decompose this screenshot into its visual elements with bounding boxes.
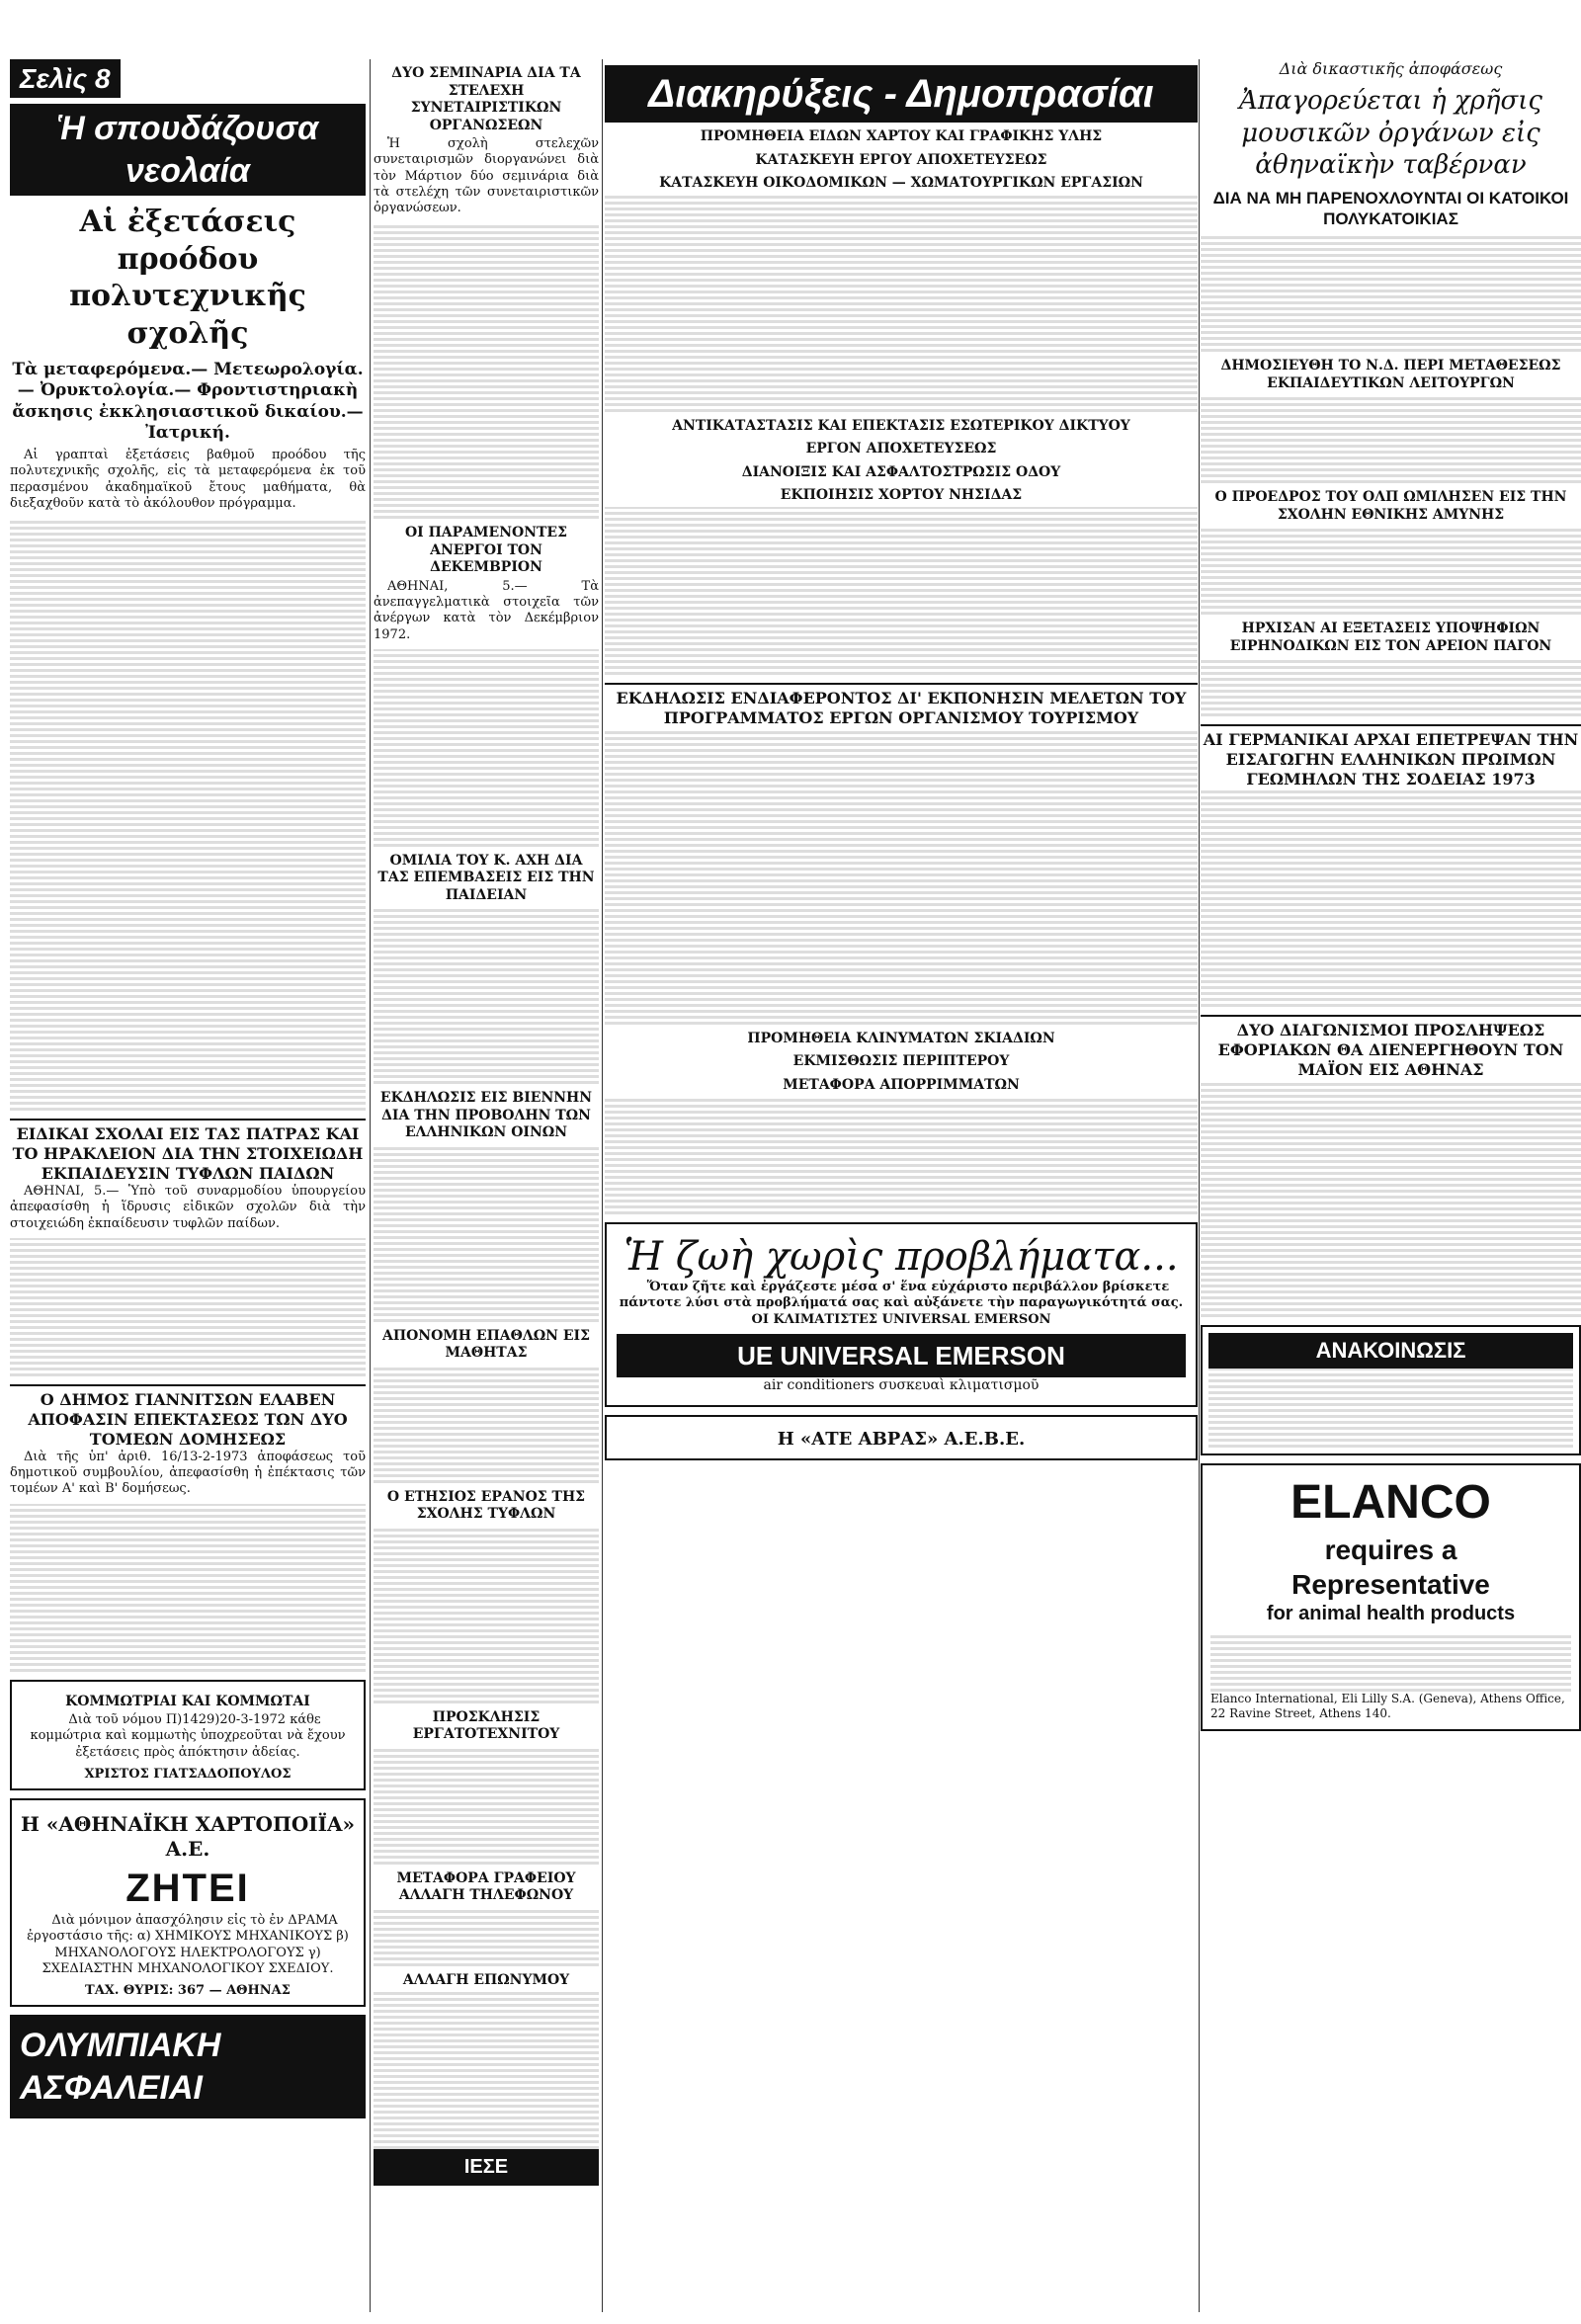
column-3 [605, 59, 1198, 2312]
elanco-representative: Representative [1291, 1568, 1490, 1600]
tax-exams-headline: ΔΥΟ ΔΙΑΓΩΝΙΣΜΟΙ ΠΡΟΣΛΗΨΕΩΣ ΕΦΟΡΙΑΚΩΝ ΘΑ ΔΙΕΝΕΡΓΗΘΟΥΝ ΤΟΝ ΜΑΪΟΝ ΕΙΣ ΑΘΗΝΑΣ [1201, 1015, 1581, 1080]
tender-item: ΚΑΤΑΣΚΕΥΗ ΟΙΚΟΔΟΜΙΚΩΝ — ΧΩΜΑΤΟΥΡΓΙΚΩΝ ΕΡΓΑΣΙΩΝ [659, 175, 1143, 191]
hairdressers-box [10, 1680, 366, 1791]
article-text-block [10, 1504, 366, 1672]
hairdressers-body: Διὰ τοῦ νόμου Π)1429)20-3-1972 κάθε κομμώτρια καὶ κομμωτὴς ὑποχρεοῦται νὰ ἔχουν ἐξετάσεις πρὸς ἀπόκτησιν ἀδείας. [30, 1712, 346, 1760]
article-text-block [605, 1096, 1198, 1214]
tourism-headline: ΕΚΔΗΛΩΣΙΣ ΕΝΔΙΑΦΕΡΟΝΤΟΣ ΔΙ' ΕΚΠΟΝΗΣΙΝ ΜΕΛΕΤΩΝ ΤΟΥ ΠΡΟΓΡΑΜΜΑΤΟΣ ΕΡΓΩΝ ΟΡΓΑΝΙΣΜΟΥ ΤΟΥΡΙΣΜΟΥ [605, 683, 1198, 728]
tender-item: ΠΡΟΜΗΘΕΙΑ ΚΛΙΝΥΜΑΤΩΝ ΣΚΙΑΔΙΩΝ [747, 1030, 1055, 1046]
article-text-block [1201, 394, 1581, 483]
article-body: Αἱ γραπταὶ ἐξετάσεις βαθμοῦ προόδου τῆς πολυτεχνικῆς σχολῆς, εἰς τὰ μεταφερόμενα ἐκ τοῦ περασμένου ἀκαδημαϊκοῦ ἔτους μαθήματα, θὰ διεξαχθοῦν κατὰ τὸ ἀκόλουθον πρόγραμμα. [10, 448, 366, 511]
emerson-ad-tagline: air conditioners συσκευαὶ κλιματισμοῦ [763, 1377, 1040, 1394]
elanco-requires: requires a [1324, 1534, 1457, 1565]
article-text-block [374, 222, 599, 519]
page-number-kicker: Σελὶς 8 [10, 59, 121, 98]
judges-exams-headline: ΗΡΧΙΣΑΝ ΑΙ ΕΞΕΤΑΣΕΙΣ ΥΠΟΨΗΦΙΩΝ ΕΙΡΗΝΟΔΙΚΩΝ ΕΙΣ ΤΟΝ ΑΡΕΙΟΝ ΠΑΓΟΝ [1229, 621, 1552, 654]
paper-mill-address: ΤΑΧ. ΘΥΡΙΣ: 367 — ΑΘΗΝΑΣ [85, 1983, 291, 1998]
article-text-block [1210, 1632, 1571, 1692]
office-move-headline: ΜΕΤΑΦΟΡΑ ΓΡΑΦΕΙΟΥ ΑΛΛΑΓΗ ΤΗΛΕΦΩΝΟΥ [396, 1869, 576, 1904]
article-text-block [374, 1907, 599, 1966]
article-text-block [374, 1746, 599, 1865]
giannitsa-body: Διὰ τῆς ὑπ' ἀριθ. 16/13-2-1973 ἀποφάσεως τοῦ δημοτικοῦ συμβουλίου, ἀπεφασίσθη ἡ ἐπέκτασις τῶν τομέων Α' καὶ Β' δομήσεως. [10, 1449, 366, 1497]
tender-item: ΠΡΟΜΗΘΕΙΑ ΕΙΔΩΝ ΧΑΡΤΟΥ ΚΑΙ ΓΡΑΦΙΚΗΣ ΥΛΗΣ [700, 128, 1103, 144]
tenders-banner: Διακηρύξεις - Δημοπρασίαι [605, 65, 1198, 123]
speech-headline: ΟΜΙΛΙΑ ΤΟΥ Κ. ΑΧΗ ΔΙΑ ΤΑΣ ΕΠΕΜΒΑΣΕΙΣ ΕΙΣ ΤΗΝ ΠΑΙΔΕΙΑΝ [377, 852, 595, 903]
article-text-block [605, 507, 1198, 675]
elanco-for: for animal health products [1266, 1602, 1516, 1624]
article-text-block [605, 728, 1198, 1025]
court-headline: Ἀπαγορεύεται ἡ χρῆσις μουσικῶν ὀργάνων εἰς ἀθηναϊκὴν ταβέρναν [1239, 86, 1542, 180]
hairdressers-headline: ΚΟΜΜΩΤΡΙΑΙ ΚΑΙ ΚΟΜΜΩΤΑΙ [65, 1693, 310, 1709]
olympiaki-ad: ΟΛΥΜΠΙΑΚΗ ΑΣΦΑΛΕΙΑΙ [10, 2015, 366, 2118]
article-text-block [374, 1144, 599, 1322]
column-2 [374, 59, 599, 2312]
elanco-ad [1201, 1463, 1581, 1731]
ate-avras-headline: Η «ΑΤΕ ΑΒΡΑΣ» Α.Ε.Β.Ε. [777, 1428, 1026, 1450]
emerson-ad [605, 1222, 1198, 1407]
tender-item: ΕΡΓΟΝ ΑΠΟΧΕΤΕΥΣΕΩΣ [805, 441, 997, 456]
article-text-block [374, 1365, 599, 1483]
article-text-block [1201, 233, 1581, 352]
vienna-headline: ΕΚΔΗΛΩΣΙΣ ΕΙΣ ΒΙΕΝΝΗΝ ΔΙΑ ΤΗΝ ΠΡΟΒΟΛΗΝ ΤΩΝ ΕΛΛΗΝΙΚΩΝ ΟΙΝΩΝ [379, 1090, 593, 1141]
teachers-transfer-headline: ΔΗΜΟΣΙΕΥΘΗ ΤΟ Ν.Δ. ΠΕΡΙ ΜΕΤΑΘΕΣΕΩΣ ΕΚΠΑΙΔΕΥΤΙΚΩΝ ΛΕΙΤΟΥΡΓΩΝ [1220, 358, 1561, 391]
article-text-block [374, 649, 599, 847]
tender-item: ΑΝΤΙΚΑΤΑΣΤΑΣΙΣ ΚΑΙ ΕΠΕΚΤΑΣΙΣ ΕΣΩΤΕΡΙΚΟΥ ΔΙΚΤΥΟΥ [672, 417, 1130, 434]
column-4 [1201, 59, 1581, 2312]
article-text-block [374, 1526, 599, 1703]
iese-ad: ΙΕΣΕ [374, 2149, 599, 2186]
blind-schools-headline: ΕΙΔΙΚΑΙ ΣΧΟΛΑΙ ΕΙΣ ΤΑΣ ΠΑΤΡΑΣ ΚΑΙ ΤΟ ΗΡΑΚΛΕΙΟΝ ΔΙΑ ΤΗΝ ΣΤΟΙΧΕΙΩΔΗ ΕΚΠΑΙΔΕΥΣΙΝ ΤΥΦΛΩΝ ΠΑΙΔΩΝ [10, 1119, 366, 1184]
paper-mill-seeks: ΖΗΤΕΙ [125, 1867, 250, 1910]
olp-headline: Ο ΠΡΟΕΔΡΟΣ ΤΟΥ ΟΛΠ ΩΜΙΛΗΣΕΝ ΕΙΣ ΤΗΝ ΣΧΟΛΗΝ ΕΘΝΙΚΗΣ ΑΜΥΝΗΣ [1214, 489, 1567, 523]
article-text-block [10, 1238, 366, 1376]
tender-item: ΚΑΤΑΣΚΕΥΗ ΕΡΓΟΥ ΑΠΟΧΕΤΕΥΣΕΩΣ [755, 151, 1047, 168]
fundraiser-headline: Ο ΕΤΗΣΙΟΣ ΕΡΑΝΟΣ ΤΗΣ ΣΧΟΛΗΣ ΤΥΦΛΩΝ [386, 1488, 586, 1523]
paper-mill-headline: Η «ΑΘΗΝΑΪΚΗ ΧΑΡΤΟΠΟΙΪΑ» Α.Ε. [20, 1812, 355, 1861]
paper-mill-body: Διὰ μόνιμον ἀπασχόλησιν εἰς τὸ ἐν ΔΡΑΜΑ ἐργοστάσιο τῆς: α) ΧΗΜΙΚΟΥΣ ΜΗΧΑΝΙΚΟΥΣ β) ΜΗΧΑΝΟΛΟΓΟΥΣ ΗΛΕΚΤΡΟΛΟΓΟΥΣ γ) ΣΧΕΔΙΑΣΤΗΝ ΜΗΧΑΝΟΛΟΓΙΚΟΥ ΣΧΕΔΙΟΥ. [27, 1913, 349, 1976]
emerson-ad-title: Ἡ ζωὴ χωρὶς προβλήματα... [624, 1234, 1179, 1280]
seminars-body: Ἡ σχολὴ στελεχῶν συνεταιρισμῶν διοργανώνει διὰ τὸν Μάρτιον δύο σεμινάρια διὰ τὰ στελέχη τῶν συνεταιριστικῶν ὀργανώσεων. [374, 136, 599, 215]
article-text-block [605, 195, 1198, 412]
article-text-block [374, 1991, 599, 2149]
court-kicker: Διὰ δικαστικῆς ἀποφάσεως [1279, 59, 1503, 78]
column-1 [10, 59, 366, 2312]
tender-item: ΕΚΠΟΙΗΣΙΣ ΧΟΡΤΟΥ ΝΗΣΙΔΑΣ [780, 487, 1023, 503]
main-subhead: Τὰ μεταφερόμενα.— Μετεωρολογία.— Ὀρυκτολογία.— Φροντιστηριακὴ ἄσκησις ἐκκλησιαστικοῦ δικαίου.— Ἰατρική. [12, 360, 364, 443]
unemployed-headline: ΟΙ ΠΑΡΑΜΕΝΟΝΤΕΣ ΑΝΕΡΓΟΙ ΤΟΝ ΔΕΚΕΜΒΡΙΟΝ [404, 525, 568, 576]
article-text-block [374, 906, 599, 1084]
announcement-headline: ΑΝΑΚΟΙΝΩΣΙΣ [1208, 1333, 1573, 1369]
seminars-headline: ΔΥΟ ΣΕΜΙΝΑΡΙΑ ΔΙΑ ΤΑ ΣΤΕΛΕΧΗ ΣΥΝΕΤΑΙΡΙΣΤΙΚΩΝ ΟΡΓΑΝΩΣΕΩΝ [391, 65, 581, 133]
main-headline: Αἱ ἐξετάσεις προόδου πολυτεχνικῆς σχολῆς [69, 205, 306, 351]
article-text-block [1201, 526, 1581, 615]
court-subhead: ΔΙΑ ΝΑ ΜΗ ΠΑΡΕΝΟΧΛΟΥΝΤΑΙ ΟΙ ΚΑΤΟΙΚΟΙ ΠΟΛΥΚΑΤΟΙΚΙΑΣ [1212, 188, 1569, 228]
elanco-address: Elanco International, Eli Lilly S.A. (Geneva), Athens Office, 22 Ravine Street, Athens 140. [1210, 1691, 1565, 1720]
giannitsa-headline: Ο ΔΗΜΟΣ ΓΙΑΝΝΙΤΣΩΝ ΕΛΑΒΕΝ ΑΠΟΦΑΣΙΝ ΕΠΕΚΤΑΣΕΩΣ ΤΩΝ ΔΥΟ ΤΟΜΕΩΝ ΔΟΜΗΣΕΩΣ [10, 1384, 366, 1450]
paper-mill-ad [10, 1798, 366, 2007]
emerson-ad-brand: UE UNIVERSAL EMERSON [617, 1334, 1186, 1378]
announcement-box [1201, 1325, 1581, 1455]
name-change-headline: ΑΛΛΑΓΗ ΕΠΩΝΥΜΟΥ [402, 1971, 570, 1988]
awards-headline: ΑΠΟΝΟΜΗ ΕΠΑΘΛΩΝ ΕΙΣ ΜΑΘΗΤΑΣ [382, 1327, 590, 1362]
tender-item: ΜΕΤΑΦΟΡΑ ΑΠΟΡΡΙΜΜΑΤΩΝ [783, 1076, 1020, 1093]
blind-schools-body: ΑΘΗΝΑΙ, 5.— Ὑπὸ τοῦ συναρμοδίου ὑπουργείου ἀπεφασίσθη ἡ ἵδρυσις εἰδικῶν σχολῶν διὰ τὴν στοιχειώδη ἐκπαίδευσιν τυφλῶν παίδων. [10, 1184, 366, 1231]
elanco-logo: ELANCO [1290, 1475, 1491, 1529]
unemployed-body: ΑΘΗΝΑΙ, 5.— Τὰ ἀνεπαγγελματικὰ στοιχεῖα τῶν ἀνέργων κατὰ τὸν Δεκέμβριον 1972. [374, 578, 599, 642]
ate-avras-ad [605, 1415, 1198, 1461]
german-potatoes-headline: ΑΙ ΓΕΡΜΑΝΙΚΑΙ ΑΡΧΑΙ ΕΠΕΤΡΕΨΑΝ ΤΗΝ ΕΙΣΑΓΩΓΗΝ ΕΛΛΗΝΙΚΩΝ ΠΡΩΙΜΩΝ ΓΕΩΜΗΛΩΝ ΤΗΣ ΣΟΔΕΙΑΣ 1973 [1201, 724, 1581, 789]
article-text-block [1201, 657, 1581, 716]
article-text-block [10, 518, 366, 1111]
article-text-block [1208, 1369, 1573, 1448]
tender-item: ΕΚΜΙΣΘΩΣΙΣ ΠΕΡΙΠΤΕΡΟΥ [792, 1053, 1010, 1069]
article-text-block [1201, 1080, 1581, 1317]
tender-item: ΔΙΑΝΟΙΞΙΣ ΚΑΙ ΑΣΦΑΛΤΟΣΤΡΩΣΙΣ ΟΔΟΥ [741, 463, 1061, 480]
invitation-headline: ΠΡΟΣΚΛΗΣΙΣ ΕΡΓΑΤΟΤΕΧΝΙΤΟΥ [412, 1708, 560, 1743]
section-banner: Ἡ σπουδάζουσα νεολαία [10, 104, 366, 196]
article-text-block [1201, 789, 1581, 1007]
emerson-ad-body: Ὅταν ζῆτε καὶ ἐργάζεστε μέσα σ' ἕνα εὐχάριστο περιβάλλον βρίσκετε πάντοτε λύσι στὰ προβλήματά σας καὶ αὐξάνετε τὴν παραγωγικότητά σας. ΟΙ ΚΛΙΜΑΤΙΣΤΕΣ UNIVERSAL EMERSON [619, 1280, 1184, 1327]
hairdressers-signature: ΧΡΙΣΤΟΣ ΓΙΑΤΣΑΔΟΠΟΥΛΟΣ [84, 1766, 291, 1782]
